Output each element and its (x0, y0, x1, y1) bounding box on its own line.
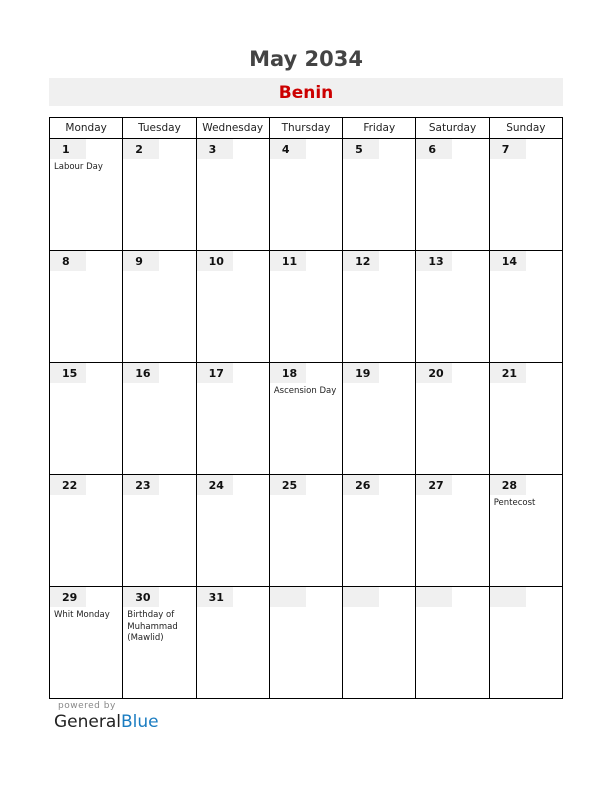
day-number: 6 (416, 139, 452, 159)
holiday-label: Birthday of Muhammad (Mawlid) (127, 610, 178, 643)
day-number: 25 (270, 475, 306, 495)
day-number: 29 (50, 587, 86, 607)
day-number (416, 587, 452, 607)
day-number: 14 (490, 251, 526, 271)
day-cell (123, 139, 196, 251)
day-number: 20 (416, 363, 452, 383)
day-number: 16 (123, 363, 159, 383)
day-number: 7 (490, 139, 526, 159)
day-number: 28 (490, 475, 526, 495)
day-cell (489, 251, 562, 363)
day-cell (269, 475, 342, 587)
day-number: 3 (197, 139, 233, 159)
day-number: 5 (343, 139, 379, 159)
day-cell (489, 475, 562, 587)
calendar-grid (49, 117, 563, 699)
day-number: 19 (343, 363, 379, 383)
day-number: 13 (416, 251, 452, 271)
day-number (270, 587, 306, 607)
day-number: 17 (197, 363, 233, 383)
day-cell (50, 475, 123, 587)
day-cell (269, 139, 342, 251)
generalblue-logo[interactable] (54, 712, 159, 732)
day-cell (196, 475, 269, 587)
day-cell (489, 363, 562, 475)
day-number: 12 (343, 251, 379, 271)
day-number: 31 (197, 587, 233, 607)
day-number: 26 (343, 475, 379, 495)
day-number: 18 (270, 363, 306, 383)
day-cell (489, 139, 562, 251)
day-number: 24 (197, 475, 233, 495)
week-row (50, 475, 563, 587)
day-number: 9 (123, 251, 159, 271)
day-cell (123, 587, 196, 699)
brand-blue: Blue (121, 712, 159, 732)
day-number: 1 (50, 139, 86, 159)
day-cell (343, 139, 416, 251)
weekday-monday: Monday (50, 118, 123, 139)
weekday-header (50, 118, 563, 139)
country-banner: Benin (49, 78, 563, 106)
day-number: 23 (123, 475, 159, 495)
day-cell (196, 251, 269, 363)
holiday-label: Ascension Day (273, 386, 337, 396)
day-cell (123, 363, 196, 475)
day-cell (489, 587, 562, 699)
day-cell (50, 363, 123, 475)
day-number: 27 (416, 475, 452, 495)
day-cell (269, 587, 342, 699)
day-number: 10 (197, 251, 233, 271)
week-row (50, 363, 563, 475)
holiday-label: Whit Monday (54, 610, 110, 620)
day-number: 11 (270, 251, 306, 271)
holiday-label: Labour Day (54, 162, 103, 172)
day-cell (123, 475, 196, 587)
day-cell (416, 475, 489, 587)
day-number (490, 587, 526, 607)
day-cell (343, 475, 416, 587)
day-number: 2 (123, 139, 159, 159)
powered-by-label: powered by (58, 701, 116, 711)
day-cell (343, 587, 416, 699)
day-number: 15 (50, 363, 86, 383)
day-cell (416, 587, 489, 699)
day-cell (416, 363, 489, 475)
day-cell (343, 251, 416, 363)
weekday-tuesday: Tuesday (123, 118, 196, 139)
week-row (50, 139, 563, 251)
day-number: 8 (50, 251, 86, 271)
week-row (50, 587, 563, 699)
day-number: 22 (50, 475, 86, 495)
day-number: 4 (270, 139, 306, 159)
brand-general: General (54, 712, 121, 732)
day-cell (196, 363, 269, 475)
day-cell (343, 363, 416, 475)
day-cell (416, 139, 489, 251)
weekday-thursday: Thursday (269, 118, 342, 139)
day-number (343, 587, 379, 607)
day-cell (50, 251, 123, 363)
day-cell (416, 251, 489, 363)
holiday-label: Pentecost (493, 498, 536, 508)
weekday-sunday: Sunday (489, 118, 562, 139)
weekday-wednesday: Wednesday (196, 118, 269, 139)
day-cell (123, 251, 196, 363)
week-row (50, 251, 563, 363)
day-cell (50, 139, 123, 251)
day-cell (196, 139, 269, 251)
day-cell (269, 363, 342, 475)
day-cell (196, 587, 269, 699)
day-cell (50, 587, 123, 699)
day-cell (269, 251, 342, 363)
weekday-friday: Friday (343, 118, 416, 139)
page-title: May 2034 (249, 47, 363, 71)
weekday-saturday: Saturday (416, 118, 489, 139)
day-number: 21 (490, 363, 526, 383)
day-number: 30 (123, 587, 159, 607)
